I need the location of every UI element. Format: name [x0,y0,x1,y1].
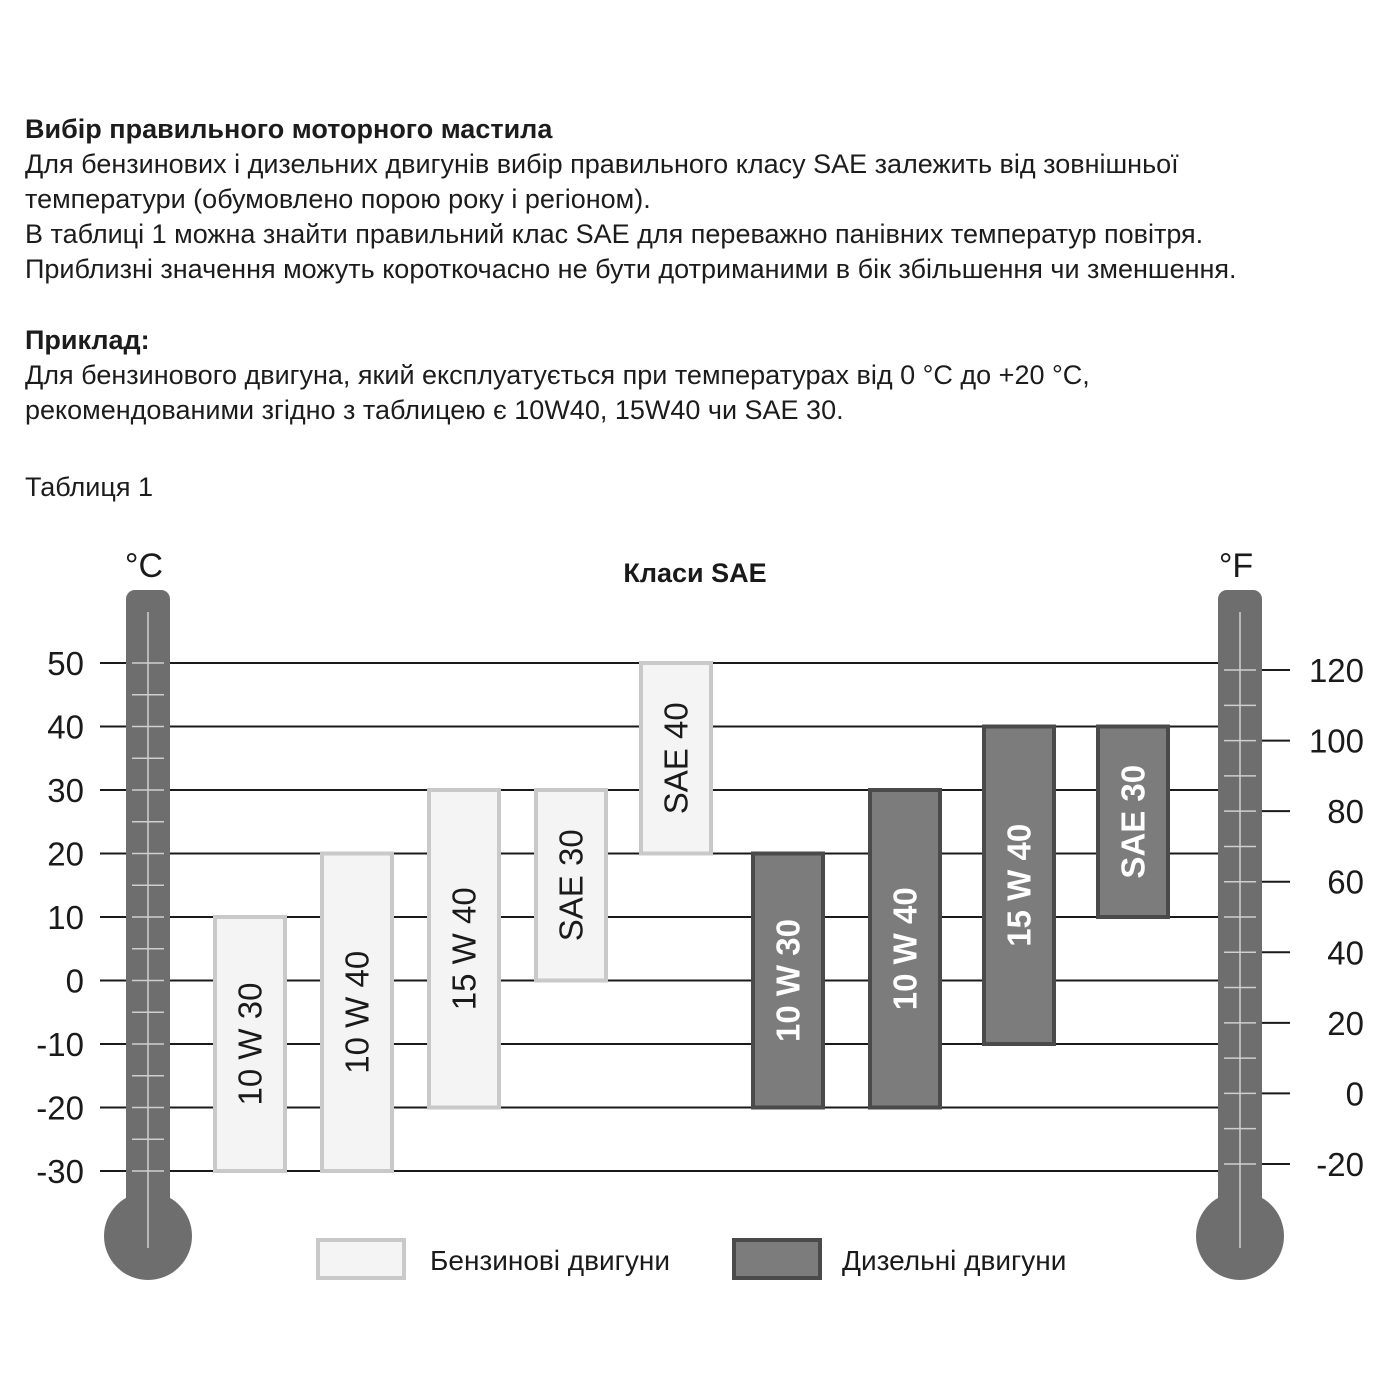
fahrenheit-tick-label: 120 [1308,652,1364,690]
fahrenheit-unit-label: °F [1218,547,1254,585]
fahrenheit-tick-label: -20 [1316,1145,1364,1183]
celsius-axis [36,645,84,1190]
sae-chart [0,540,1400,1300]
fahrenheit-tick-label: 0 [1345,1075,1364,1113]
petrol-bar-label-3: 15 W 40 [445,887,483,1011]
thermometer-celsius-icon [104,590,192,1280]
legend-petrol-swatch [318,1240,404,1278]
celsius-tick-label: -10 [36,1026,84,1063]
fahrenheit-tick-label: 100 [1308,722,1364,760]
diesel-bar-label-2: 10 W 40 [886,887,924,1011]
celsius-unit-label: °C [124,547,164,585]
legend-diesel-label: Дизельні двигуни [842,1245,1067,1276]
fahrenheit-tick-label: 80 [1327,793,1364,831]
intro-line-4: Приблизні значення можуть короткочасно не бути дотриманими в бік збільшення чи зменшення. [25,254,1237,284]
intro-line-2: температури (обумовлено порою року і регіоном). [25,184,651,214]
celsius-tick-label: 0 [65,962,84,1000]
example-heading: Приклад: [25,325,150,355]
celsius-tick-label: 50 [47,645,84,682]
doc-heading: Вибір правильного моторного мастила [25,114,553,144]
example-line-1: Для бензинового двигуна, який експлуатується при температурах від 0 °C до +20 °C, [25,360,1090,390]
fahrenheit-tick-label: 40 [1327,934,1364,972]
celsius-tick-label: 40 [47,708,84,746]
thermometer-fahrenheit-icon [1196,590,1284,1280]
celsius-tick-label: -20 [36,1089,84,1127]
celsius-tick-label: 30 [47,772,84,809]
fahrenheit-tick-label: 20 [1327,1004,1364,1042]
petrol-bar-label-5: SAE 40 [657,702,695,815]
petrol-bar-label-4: SAE 30 [552,829,590,942]
chart-title: Класи SAE [623,558,767,588]
diesel-bar-label-4: SAE 30 [1114,764,1152,879]
petrol-bar-label-1: 10 W 30 [231,982,269,1106]
celsius-tick-label: 20 [47,835,84,873]
legend-diesel-swatch [734,1240,820,1278]
legend [318,1240,1066,1278]
document-text [25,112,1385,428]
diesel-bar-label-1: 10 W 30 [769,919,807,1042]
fahrenheit-tick-label: 60 [1327,863,1364,901]
table-caption: Таблиця 1 [25,472,153,502]
diesel-bar-label-3: 15 W 40 [1000,823,1038,947]
spacer [25,287,1385,323]
intro-line-3: В таблиці 1 можна знайти правильний клас SAE для переважно панівних температур повітря. [25,219,1204,249]
fahrenheit-axis [1262,652,1364,1183]
celsius-tick-label: -30 [36,1153,84,1190]
intro-line-1: Для бензинових і дизельних двигунів вибір правильного класу SAE залежить від зовнішньої [25,149,1179,179]
example-line-2: рекомендованими згідно з таблицею є 10W40, 15W40 чи SAE 30. [25,395,844,425]
petrol-bar-label-2: 10 W 40 [338,950,376,1074]
legend-petrol-label: Бензинові двигуни [430,1245,670,1276]
celsius-tick-label: 10 [47,899,84,936]
